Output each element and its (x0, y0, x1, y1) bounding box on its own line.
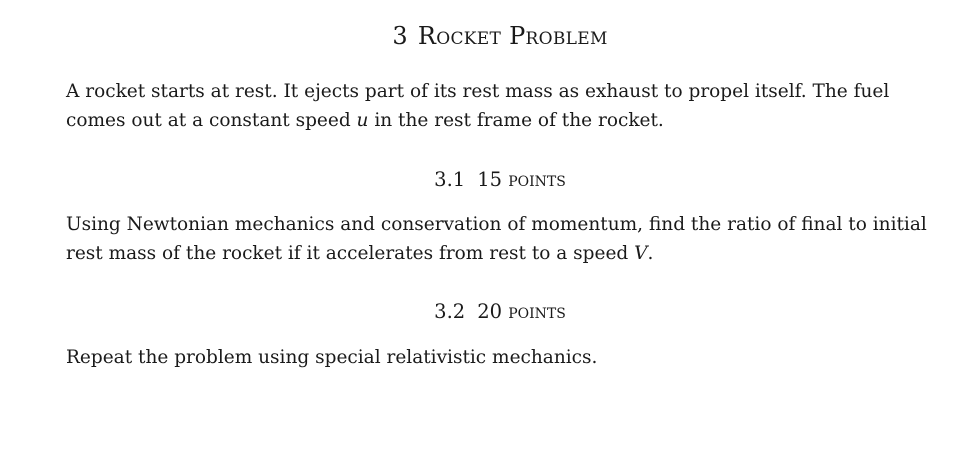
math-variable-u: u (356, 110, 369, 131)
subsection-3-1-text-before: Using Newtonian mechanics and conservation of momentum, find the ratio of final to initial rest mass of the rocket if it accelerates from rest to a speed (66, 214, 927, 264)
subsection-3-2-paragraph (66, 343, 946, 372)
math-variable-v: V (634, 243, 648, 264)
subsection-points-value: 20 (477, 300, 503, 323)
intro-text-before: A rocket starts at rest. It ejects part of its rest mass as exhaust to propel itself. The fuel comes out at a constant speed (66, 81, 890, 131)
subsection-number: 3.1 (434, 168, 466, 191)
intro-paragraph (66, 77, 946, 135)
subsection-heading-3-2 (0, 300, 975, 323)
subsection-3-1-paragraph (66, 210, 946, 268)
subsection-points-value: 15 (477, 168, 503, 191)
subsection-points-label: points (508, 168, 566, 191)
section-heading (0, 22, 975, 50)
subsection-3-1-text-after: . (647, 243, 654, 264)
subsection-points-label: points (508, 300, 566, 323)
subsection-3-2-text: Repeat the problem using special relativistic mechanics. (66, 347, 598, 368)
section-number: 3 (392, 22, 408, 50)
subsection-number: 3.2 (434, 300, 466, 323)
subsection-heading-3-1 (0, 168, 975, 191)
section-title-text: Rocket Problem (417, 22, 608, 50)
intro-text-after: in the rest frame of the rocket. (368, 110, 664, 131)
